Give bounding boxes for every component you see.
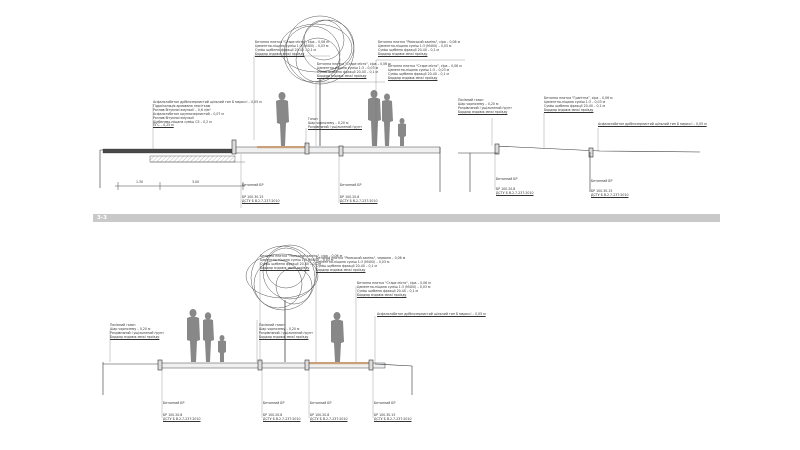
top-callout-tiles-b: Бетонна плитка "Римський камінь", сіра – 0,06 м Цементно-піщана суміш 1:3 (М400) – 0,03 м Суміш щебеню фракції 20-40 – 0,1 м Бордюр вздовж межі проїзду [378, 40, 460, 56]
top-road-asphalt [103, 149, 233, 153]
top-kerb-2 [305, 143, 309, 154]
top-kerb-1 [232, 140, 236, 154]
top-kerb-std-4: БР 100.30.15 ДСТУ Б В.2.7-237:2010 [591, 189, 629, 197]
bottom-kerb-4 [369, 360, 373, 370]
top-kerb-3 [339, 146, 343, 156]
bottom-kerb-std-3: БР 100.20.8 ДСТУ Б В.2.7-237:2010 [310, 413, 348, 421]
bottom-callout-lawn-left: Посівний газон Шар чорнозему – 0,20 м Розрівняний і ущільнений ґрунт Бордюр вздовж межі проїзду [110, 323, 164, 339]
top-kerb-label-1: Бетонний БР [242, 183, 264, 187]
top-callout-right-tiles: Бетонна плитка "Гранітна", сіра – 0,06 м Цементно-піщана суміш 1:3 – 0,03 м Суміш щебеню фракції 20-40 – 0,1 м Бордюр вздовж межі проїзду [544, 96, 613, 112]
top-right-pavement [495, 146, 700, 152]
bottom-kerb-label-4: Бетонний БР [374, 401, 396, 405]
top-callout-lawn: Газон Шар чорнозему – 0,20 м Розрівняний і ущільнений ґрунт [308, 117, 362, 129]
bottom-callout-tiles-b: Бетонна плитка "Римський камінь", червона – 0,06 м Цементно-піщана суміш 1:3 (М400) – 0,03 м Суміш щебеню фракції 20-40 – 0,1 м Бордюр вздовж межі проїзду [316, 256, 406, 272]
bottom-callout-tiles-a: Бетонна плитка "Римський камінь", сіра – 0,06 м Цементно-піщана суміш 1:3 (М400) – 0,03 м Суміш щебеню фракції 20-40 – 0,1 м Бордюр вздовж межі проїзду [260, 254, 342, 270]
bottom-kerb-label-1: Бетонний БР [163, 401, 185, 405]
section-divider-bar [93, 214, 720, 222]
top-ground-left [100, 150, 118, 188]
bottom-callout-lawn-mid: Посівний газон Шар чорнозему – 0,20 м Розрівняний і ущільнений ґрунт Бордюр вздовж межі проїзду [259, 323, 313, 339]
top-callout-tiles-c: Бетонна плитка "Старе місто", сіра – 0,06 м Цементно-піщана суміш 1:3 – 0,03 м Суміш щебеню фракції 20-40 – 0,1 м Бордюр вздовж межі проїзду [388, 64, 462, 80]
top-kerb-std-1: БР 100.30.15 ДСТУ Б В.2.7-237:2010 [242, 195, 280, 203]
top-kerb-label-3: Бетонний БР [496, 177, 518, 181]
bottom-kerb-label-2: Бетонний БР [263, 401, 285, 405]
top-kerb-std-3: БР 100.20.8 ДСТУ Б В.2.7-237:2010 [496, 187, 534, 195]
top-road-hatch [150, 156, 235, 162]
top-callout-asphalt: Асфальтобетон дрібнозернистий щільний тип Б марки I – 0,05 м Гідроізоляція армована геосіткою Розлив бітумної емульсії – 0,6 л/м² Асфальтобетон крупнозернистий – 0,07 м Розлив бітумної емульсії Щебенево-піщана суміш С5 – 0,2 м ПГС – 0,25 м [153, 100, 262, 128]
top-callout-right-asphalt: Асфальтобетон дрібнозернистий щільний тип Б марки I – 0,05 м [598, 122, 707, 126]
bottom-callout-tiles-c: Бетонна плитка "Старе місто", сіра – 0,06 м Цементно-піщана суміш 1:3 (М400) – 0,03 м Суміш щебеню фракції 20-40 – 0,1 м Бордюр вздовж межі проїзду [357, 281, 431, 297]
top-callout-tiles-a: Бетонна плитка "Старе місто", сіра – 0,06 м Цементно-піщана суміш 1:3 (М400) – 0,03 м Суміш щебеню фракції 20-40 – 0,1 м Бордюр вздовж межі проїзду [255, 40, 329, 56]
bottom-callout-asphalt: Асфальтобетон дрібнозернистий щільний тип Б марки I – 0,05 м [377, 312, 486, 316]
bottom-kerb-std-2: БР 100.20.8 ДСТУ Б В.2.7-237:2010 [263, 413, 301, 421]
top-kerb-label-2: Бетонний БР [340, 183, 362, 187]
bottom-red-strip [307, 362, 369, 364]
section-label: 3-3 [97, 215, 107, 221]
top-callout-lawn2: Посівний газон Шар чорнозему – 0,20 м Розрівняний і ущільнений ґрунт Бордюр вздовж межі проїзду [458, 98, 512, 114]
top-callout-mid: Бетонна плитка "Старе місто", сіра – 0,06 м Цементно-піщана суміш 1:3 – 0,03 м Суміш щебеню фракції 20-40 – 0,1 м Бордюр вздовж межі проїзду [317, 62, 391, 78]
top-kerb-std-2: БР 100.20.8 ДСТУ Б В.2.7-237:2010 [340, 195, 378, 203]
bottom-kerb-std-1: БР 100.20.8 ДСТУ Б В.2.7-237:2010 [163, 413, 201, 421]
bottom-kerb-3 [305, 360, 309, 370]
dimension-left: 1.30 [136, 180, 144, 184]
top-right-ground [458, 153, 470, 192]
bottom-kerb-std-4: БР 100.30.15 ДСТУ Б В.2.7-237:2010 [374, 413, 412, 421]
bottom-kerb-1 [158, 360, 162, 370]
bottom-kerb-label-3: Бетонний БР [310, 401, 332, 405]
dimension-right: 3.00 [192, 180, 200, 184]
top-kerb-label-4: Бетонний БР [591, 179, 613, 183]
bottom-ground-left [103, 362, 160, 395]
top-red-strip [257, 146, 307, 148]
